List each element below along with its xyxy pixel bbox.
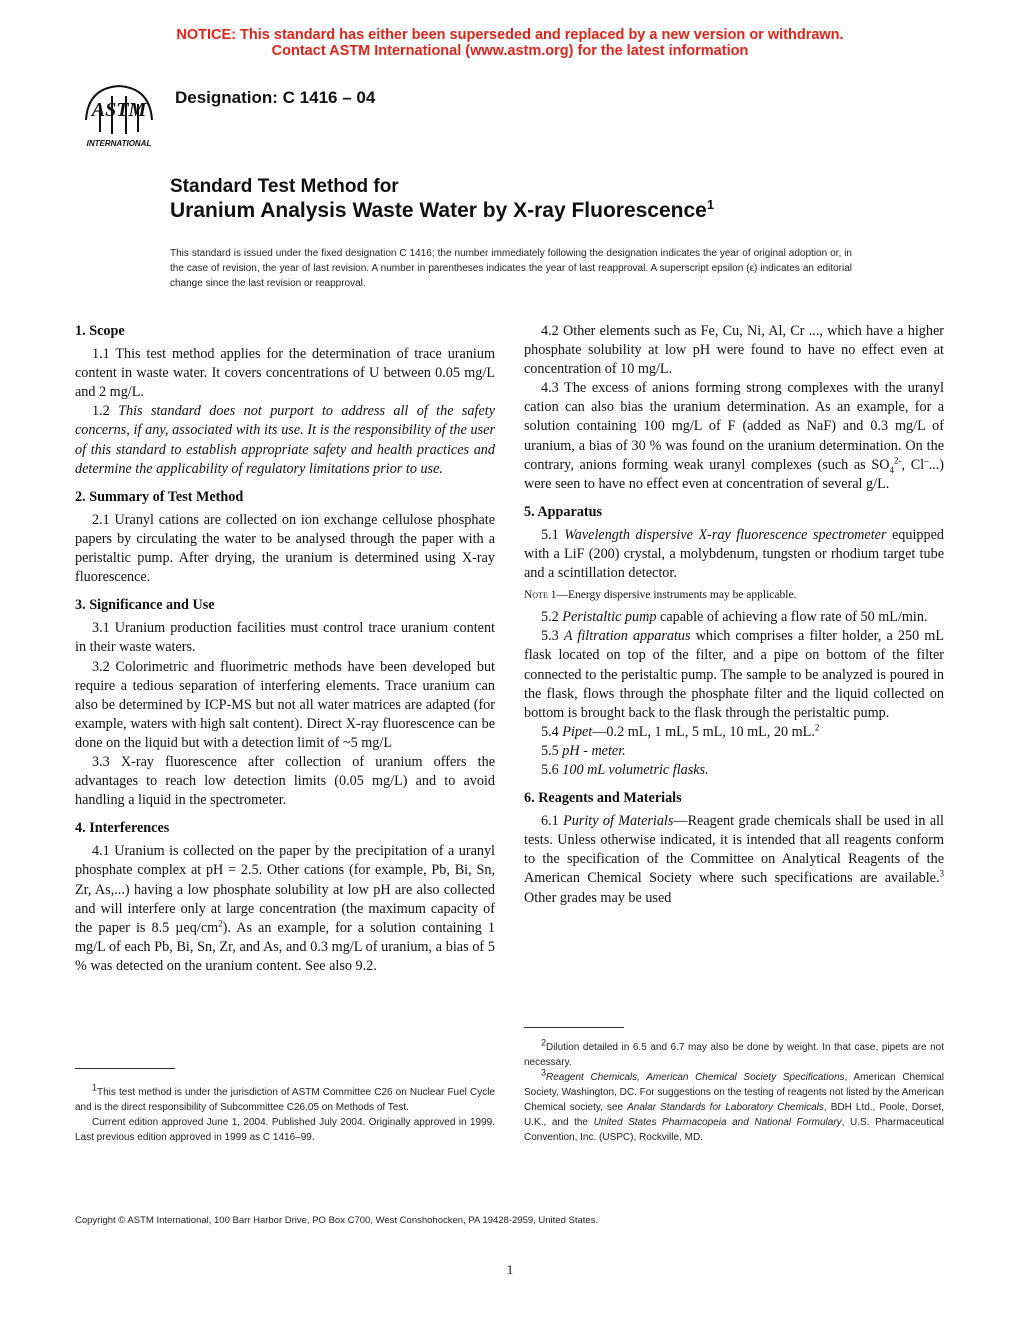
section-heading: 6. Reagents and Materials [524, 790, 682, 807]
paragraph-number: 5.6 [541, 761, 559, 778]
right-column [524, 322, 944, 908]
paragraph-number: 5.2 [541, 609, 559, 626]
paragraph: 3.1 Uranium production facilities must control trace uranium content in their waste waters. [75, 620, 495, 656]
italic-text: 100 mL volumetric flasks. [562, 761, 709, 778]
note-text: 1—Energy dispersive instruments may be applicable. [547, 589, 797, 602]
text-run: 4.1 Uranium is collected on the paper by the precipitation of a uranyl phosphate complex at pH = 2.5. Other cations (for example, Pb, Bi, Sn, Zr, As,...) having a low phosphate solubility at low pH are also collected and will interfere only at large concentration (the maximum capacity of the paper is 8.5 µeq/cm [75, 843, 495, 936]
paragraph: 3.3 X-ray fluorescence after collection of uranium offers the advantages to reach low detection limits (0.05 mg/L) and to avoid handling a liquid in the spectrometer. [75, 753, 495, 809]
footnotes-right [524, 1037, 945, 1145]
paragraph [524, 608, 944, 627]
italic-text: United States Pharmacopeia and National Formulary [593, 1117, 842, 1128]
paragraph-number: 6.1 [541, 813, 559, 830]
issued-statement: This standard is issued under the fixed designation C 1416; the number immediately following the designation indicates the year of original adoption or, in the case of revision, the year of last revision. A number in parentheses indicates the year of last reapproval. A superscript epsilon (ε) indicates an editorial change since the last revision or reapproval. [170, 248, 852, 289]
superscript: – [924, 454, 929, 465]
italic-text: Wavelength dispersive X-ray fluorescence spectrometer [564, 526, 887, 543]
paragraph: 4.2 Other elements such as Fe, Cu, Ni, Al, Cr ..., which have a higher phosphate solubility at low pH were found to have no effect even at concentration of 10 mg/L. [524, 323, 944, 378]
footnote-text: , American Chemical Society, Washington, DC. For suggestions on the testing of reagents not listed by the American Chemical society, see [524, 1072, 944, 1113]
footnote-mark: 1 [92, 1082, 98, 1093]
paragraph [524, 812, 944, 907]
superscript: 2- [894, 454, 902, 465]
paragraph [524, 723, 944, 742]
text-run: ). As an example, for a solution containing 1 mg/L of each Pb, Bi, Sn, Zr, and As, and 0.3 mg/L of uranium, a bias of 5 % was detected on the uranium content. See also 9.2. [75, 919, 495, 974]
paragraph-number: 5.3 [541, 628, 559, 645]
title-footnote-mark: 1 [706, 197, 715, 212]
text-run: —0.2 mL, 1 mL, 5 mL, 10 mL, 20 mL. [592, 723, 815, 740]
italic-text: Purity of Materials [563, 813, 674, 830]
paragraph: 3.2 Colorimetric and fluorimetric methods have been developed but require a tedious separation of interfering elements. Trace uranium can also be determined by ICP-MS but not all water matrices are adapted (for example, waters with high salt content). Direct X-ray fluorescence can be done on the liquid but with a detection limit of ~5 mg/L [75, 658, 495, 751]
paragraph: 2.1 Uranyl cations are collected on ion exchange cellulose phosphate papers by circulating the water to be analysed through the paper with a peristaltic pump. After drying, the uranium is determined using X-ray fluorescence. [75, 511, 495, 586]
designation: Designation: C 1416 – 04 [175, 88, 376, 107]
footnote-text: , U.S. Pharmaceutical Convention, Inc. (USPC), Rockville, MD. [524, 1117, 944, 1143]
withdrawal-notice [0, 27, 1020, 59]
text-run: 4.3 The excess of anions forming strong complexes with the uranyl cation can also bias the uranium determination. As an example, for a solution containing 100 mg/L of F (added as NaF) and 0.3 mg/L of uranium, a bias of 30 % was found on the uranium determination. On the contrary, anions forming weak uranyl complexes (such as SO [524, 380, 944, 473]
footnotes-left [75, 1082, 495, 1145]
copyright: Copyright © ASTM International, 100 Barr Harbor Drive, PO Box C700, West Conshohocken, PA 19428-2959, United States. [75, 1215, 599, 1226]
italic-text: pH - meter. [562, 742, 626, 759]
section-heading: 5. Apparatus [524, 503, 603, 520]
footnote-rule [524, 1027, 624, 1028]
footnote [75, 1082, 495, 1115]
section-heading: 4. Interferences [75, 820, 170, 837]
paragraph [75, 402, 495, 478]
title-line-1: Standard Test Method for [170, 176, 399, 197]
italic-text: Pipet [562, 723, 593, 740]
superscript: 2 [814, 722, 820, 733]
paragraph-number: 5.1 [541, 526, 559, 543]
subscript: 4 [889, 464, 894, 475]
title-text: Uranium Analysis Waste Water by X-ray Fluorescence [170, 199, 707, 222]
page-number: 1 [506, 1262, 514, 1277]
text-run: —Reagent grade chemicals shall be used in all tests. Unless otherwise indicated, it is intended that all reagents conform to the specification of the Committee on Analytical Reagents of the American Chemical Society where such specifications are available. [524, 813, 944, 887]
section-heading: 3. Significance and Use [75, 597, 215, 614]
logo-text: ASTM [91, 99, 147, 121]
text-run: Other grades may be used [524, 889, 672, 906]
notice-line-2: Contact ASTM International (www.astm.org) for the latest information [271, 43, 749, 59]
footnote: Current edition approved June 1, 2004. Published July 2004. Originally approved in 1999. Last previous edition approved in 1999 as C 1416–99. [75, 1117, 495, 1143]
footnote-mark: 3 [541, 1067, 547, 1078]
footnote-text: Dilution detailed in 6.5 and 6.7 may also be done by weight. In that case, pipets are not necessary. [524, 1042, 944, 1068]
paragraph-number: 1.2 [92, 403, 110, 420]
text-run: , Cl [901, 456, 925, 473]
footnote-text: This test method is under the jurisdiction of ASTM Committee C26 on Nuclear Fuel Cycle and is the direct responsibility of Subcommittee C26.05 on Methods of Test. [75, 1087, 495, 1113]
footnote-mark: 2 [541, 1037, 547, 1048]
paragraph [524, 526, 944, 583]
paragraph [75, 842, 495, 976]
italic-text: Reagent Chemicals, American Chemical Society Specifications [546, 1072, 845, 1083]
text-run: which comprises a filter holder, a 250 mL flask located on top of the filter, and a pipe on bottom of the filter connected to the peristaltic pump. The sample to be analyzed is poured in the flask, flows through the phosphate filter and the liquid collected on bottom is brought back to the flask through the peristaltic pump. [524, 628, 944, 721]
italic-text: Analar Standards for Laboratory Chemicals [627, 1102, 824, 1113]
footnote-rule [75, 1068, 175, 1069]
italic-text: This standard does not purport to address all of the safety concerns, if any, associated with its use. It is the responsibility of the user of this standard to establish appropriate safety and health practices and determine the applicability of regulatory limitations prior to use. [75, 403, 495, 477]
text-run: capable of achieving a flow rate of 50 mL/min. [656, 609, 928, 626]
footnote-text: , BDH Ltd., Poole, Dorset, U.K., and the [524, 1102, 945, 1128]
title-line-2 [170, 199, 714, 223]
section-heading: 2. Summary of Test Method [75, 488, 244, 505]
paragraph-number: 5.4 [541, 723, 559, 740]
paragraph [524, 761, 944, 780]
paragraph [524, 379, 944, 494]
notice-line-1: NOTICE: This standard has either been superseded and replaced by a new version or withdrawn. [176, 27, 844, 43]
paragraph [524, 627, 944, 722]
footnote [524, 1067, 945, 1145]
astm-logo [76, 80, 162, 150]
paragraph: 1.1 This test method applies for the determination of trace uranium content in waste water. It covers concentrations of U between 0.05 mg/L and 2 mg/L. [75, 346, 495, 401]
superscript: 3 [939, 868, 944, 879]
superscript: 2 [218, 917, 223, 928]
paragraph-number: 5.5 [541, 742, 559, 759]
paragraph [524, 742, 944, 761]
left-column [75, 322, 495, 976]
note-label: Note [524, 589, 548, 602]
section-heading: 1. Scope [75, 323, 125, 339]
italic-text: A filtration apparatus [563, 628, 691, 645]
italic-text: Peristaltic pump [562, 609, 657, 626]
footnote [524, 1037, 944, 1070]
text-run: ...) were seen to have no effect even at concentration of several g/L. [524, 456, 944, 492]
note [524, 583, 944, 608]
text-run: equipped with a LiF (200) crystal, a molybdenum, tungsten or rhodium target tube and a scintillation detector. [524, 526, 944, 582]
logo-subtext: INTERNATIONAL [86, 139, 152, 148]
